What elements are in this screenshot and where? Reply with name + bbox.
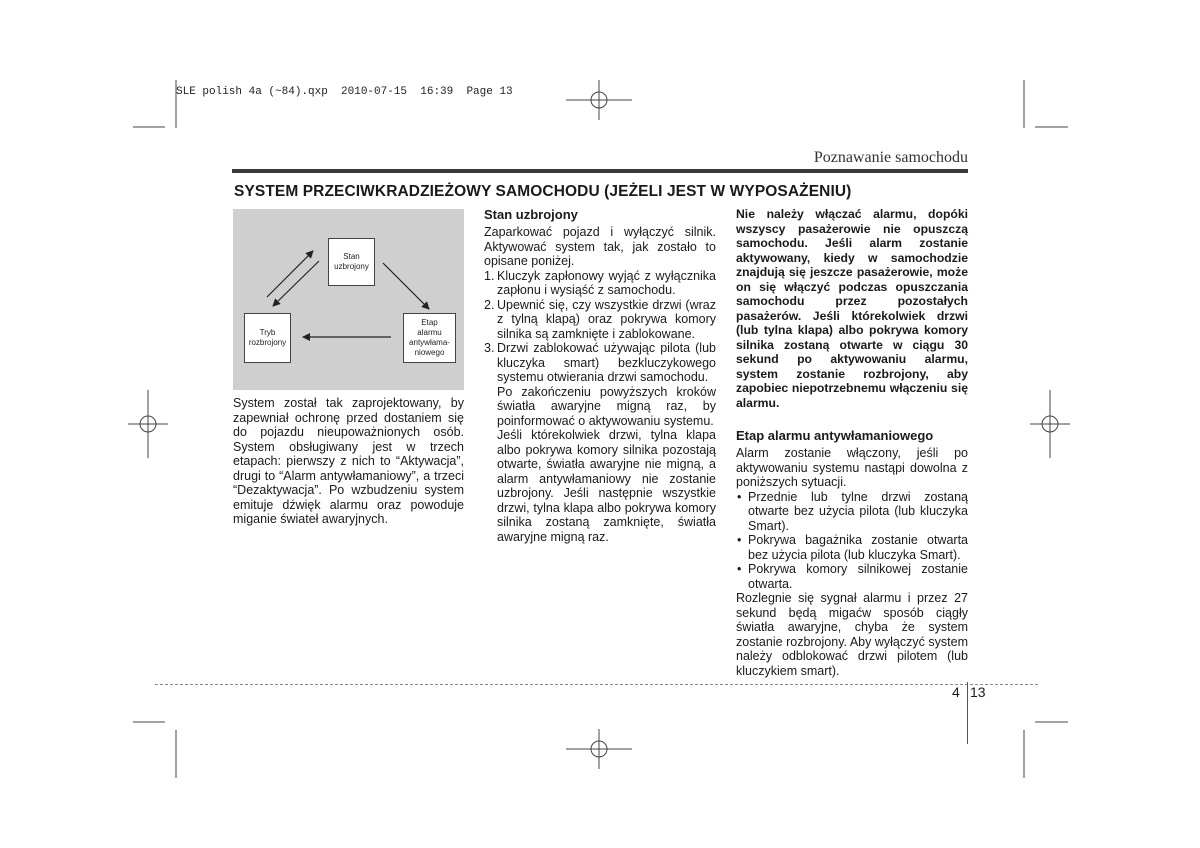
armed-note-paragraph: Jeśli którekolwiek drzwi, tylna klapa albo pokrywa komory silnika pozostają otwarte, światła awaryjne nie migną, a alarm antywłamaniowy nie zostanie uzbrojony. Jeśli następnie wszystkie drzwi, tylna klapa albo pokrywa komory silnika zostaną zamknięte, światła awaryjne migną raz. [497, 428, 716, 544]
diagram-label: Etap [421, 318, 438, 327]
bullet: • [737, 489, 742, 504]
step-text: Kluczyk zapłonowy wyjąć z wyłącznika zapłonu i wysiąść z samochodu. [497, 268, 716, 297]
armed-intro: Zaparkować pojazd i wyłączyć silnik. Aktywować system tak, jak zostało to opisane poniżej. [484, 225, 716, 268]
diagram-label: uzbrojony [334, 262, 369, 271]
section-heading: Stan uzbrojony [484, 207, 578, 222]
registration-mark-bottom [566, 729, 632, 769]
diagram-label: rozbrojony [248, 338, 287, 347]
diagram-label: alarmu [417, 328, 442, 337]
registration-mark-left [128, 390, 168, 458]
diagram-label: Stan [343, 252, 360, 261]
print-slug-line: SLE polish 4a (~84).qxp 2010-07-15 16:39 Page 13 [176, 86, 513, 98]
bullet-text: Przednie lub tylne drzwi zostaną otwarte bez użycia pilota (lub kluczyka Smart). [748, 489, 968, 533]
list-item [484, 341, 716, 385]
step-number: 3. [484, 341, 495, 355]
alarm-stage-section [736, 207, 968, 678]
page-number [952, 684, 986, 700]
step-number: 1. [484, 268, 495, 283]
step-number: 2. [484, 297, 495, 312]
chapter-number: 4 [952, 684, 960, 700]
alarm-conditions [736, 490, 968, 592]
step-text: Upewnić się, czy wszystkie drzwi (wraz z tylną klapą) oraz pokrywa komory silnika są zamknięte i zablokowane. [497, 297, 716, 341]
diagram-label: niowego [414, 348, 445, 357]
diagram-arrows [233, 209, 464, 390]
footer-dotted-rule [155, 684, 1038, 685]
header-rule [232, 169, 968, 173]
diagram-label: antywłama- [409, 338, 450, 347]
diagram-label: Tryb [259, 328, 276, 337]
armed-steps [484, 269, 716, 385]
warning-paragraph: Nie należy włączać alarmu, dopóki wszyscy pasażerowie nie opuszczą samochodu. Jeśli alarm zostanie aktywowany, kiedy w samochodzie znajdują się jeszcze pasażerowie, może on się włączyć podczas opuszczania samochodu przez pozostałych pasażerów. Jeśli którekolwiek drzwi (lub tylna klapa) albo pokrywa komory silnika zostaną otwarte w ciągu 30 sekund po aktywowaniu alarmu, system zostanie rozbrojony, aby zapobiec niepotrzebnemu włączeniu się alarmu. [736, 207, 968, 410]
alarm-state-diagram [233, 209, 464, 390]
list-item [484, 269, 716, 298]
armed-state-section [484, 207, 716, 544]
bullet-text: Pokrywa bagażnika zostanie otwarta bez użycia pilota (lub kluczyka Smart). [748, 533, 968, 562]
alarm-outro: Rozlegnie się sygnał alarmu i przez 27 sekund będą migaćw sposób ciągły światła awaryjne, chyba że system zostanie rozbrojony. Aby wyłączyć system należy odblokować drzwi pilotem (lub kluczykiem smart). [736, 591, 968, 678]
bullet: • [737, 562, 742, 576]
section-heading: Etap alarmu antywłamaniowego [736, 428, 934, 443]
intro-paragraph: System został tak zaprojektowany, by zapewniał ochronę przed dostaniem się do pojazdu nieupoważnionych osób. System obsługiwany jest w trzech etapach: pierwszy z nich to “Aktywacja”, drugi to “Alarm antywłamaniowy”, a trzeci “Dezaktywacja”. Po wzbudzeniu system emituje dźwięk alarmu oraz powoduje miganie świateł awaryjnych. [233, 396, 464, 526]
bullet-text: Pokrywa komory silnikowej zostanie otwarta. [748, 562, 968, 591]
list-item [484, 298, 716, 342]
list-item [736, 562, 968, 591]
armed-after-paragraph: Po zakończeniu powyższych kroków światła awaryjne migną raz, by poinformować o aktywowaniu systemu. [497, 384, 716, 428]
step-text: Drzwi zablokować używając pilota (lub kluczyka smart) bezkluczykowego systemu otwierania drzwi samochodu. [497, 341, 716, 384]
list-item [736, 490, 968, 534]
registration-mark-right [1030, 390, 1070, 458]
page-title: SYSTEM PRZECIWKRADZIEŻOWY SAMOCHODU (JEŻELI JEST W WYPOSAŻENIU) [234, 183, 852, 200]
section-title: Poznawanie samochodu [813, 149, 968, 166]
arrow-armed-to-alarm [383, 263, 429, 309]
list-item [736, 533, 968, 562]
alarm-intro: Alarm zostanie włączony, jeśli po aktywowaniu systemu nastąpi dowolna z poniższych sytuacji. [736, 446, 968, 489]
registration-mark-top [566, 80, 632, 120]
bullet: • [737, 533, 742, 547]
page-number-value: 13 [970, 684, 986, 700]
